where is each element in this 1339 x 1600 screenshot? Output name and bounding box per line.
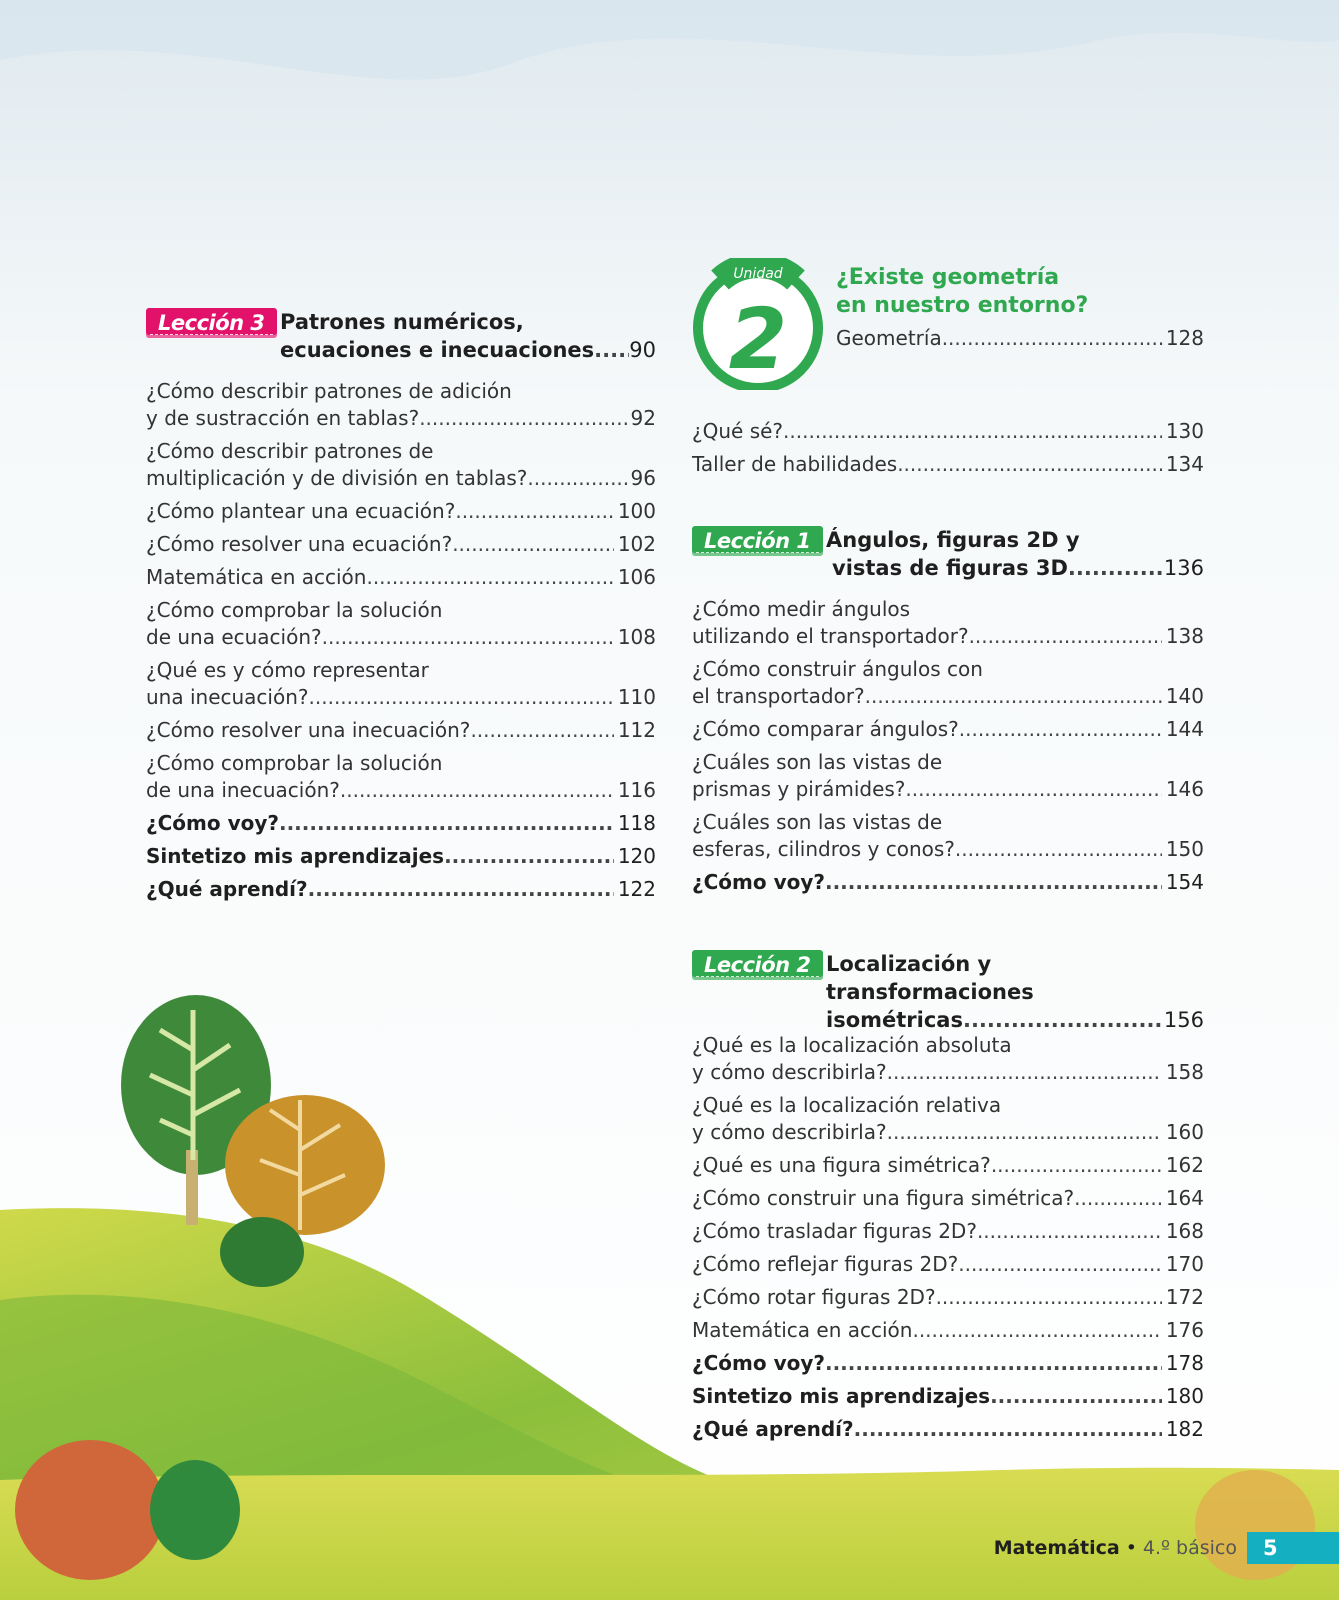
leader-dots — [990, 1383, 1162, 1410]
toc-entry-page: 158 — [1165, 1060, 1204, 1084]
toc-entry-text: Matemática en acción — [146, 565, 367, 589]
lesson-3-entries — [146, 378, 656, 903]
toc-entry-text: esferas, cilindros y conos? — [692, 837, 955, 861]
toc-entry[interactable] — [146, 876, 656, 903]
leader-dots — [958, 1251, 1162, 1278]
leader-dots — [594, 336, 629, 364]
toc-entry-line1: ¿Cómo comprobar la solución — [146, 751, 443, 775]
toc-entry[interactable] — [146, 438, 656, 492]
toc-entry-text: Matemática en acción — [692, 1318, 913, 1342]
unit-2-question — [836, 264, 1088, 320]
toc-entry[interactable] — [146, 498, 656, 525]
lesson-2-page: 156 — [1163, 1008, 1204, 1032]
toc-entry-page: 138 — [1165, 624, 1204, 648]
toc-entry[interactable] — [146, 564, 656, 591]
toc-entry[interactable] — [692, 1218, 1204, 1245]
toc-entry-line1: ¿Cómo describir patrones de adición — [146, 379, 512, 403]
footer-subject: Matemática — [993, 1537, 1120, 1559]
unit-2-emblem — [692, 258, 824, 390]
toc-entry-line1: ¿Cómo construir ángulos con — [692, 657, 983, 681]
toc-entry-page: 182 — [1165, 1417, 1204, 1441]
leader-dots — [991, 1152, 1162, 1179]
toc-entry-text: ¿Cómo voy? — [692, 1351, 825, 1375]
toc-entry-page: 168 — [1165, 1219, 1204, 1243]
leader-dots — [1068, 554, 1164, 582]
toc-entry-text: ¿Qué sé? — [692, 419, 784, 443]
leader-dots — [527, 465, 626, 492]
toc-entry-page: 144 — [1165, 717, 1204, 741]
toc-entry-line1: ¿Cómo describir patrones de — [146, 439, 434, 463]
toc-right-column — [692, 258, 1204, 1449]
lesson-2-header — [692, 942, 1204, 1032]
toc-entry-page: 162 — [1165, 1153, 1204, 1177]
leader-dots — [825, 1350, 1162, 1377]
leader-dots — [897, 451, 1162, 478]
lesson-1-entries — [692, 596, 1204, 896]
lesson-1-header — [692, 518, 1204, 596]
toc-entry-page: 130 — [1165, 419, 1204, 443]
lesson-2-entries — [692, 1032, 1204, 1443]
lesson-1-badge: Lección 1 — [692, 526, 823, 556]
toc-entry-text: Sintetizo mis aprendizajes — [692, 1384, 991, 1408]
unit-number: 2 — [728, 290, 788, 388]
toc-entry[interactable] — [146, 597, 656, 651]
toc-entry[interactable] — [692, 451, 1204, 478]
toc-entry-text: ¿Cómo construir una figura simétrica? — [692, 1186, 1075, 1210]
toc-entry-text: una inecuación? — [146, 685, 309, 709]
toc-entry-text: ¿Cómo resolver una ecuación? — [146, 532, 453, 556]
leader-dots — [309, 684, 614, 711]
toc-entry[interactable] — [692, 418, 1204, 445]
lesson-1-title[interactable] — [826, 526, 1204, 582]
leader-dots — [959, 716, 1162, 743]
toc-entry[interactable] — [146, 657, 656, 711]
toc-entry-line1: ¿Qué es la localización relativa — [692, 1093, 1002, 1117]
toc-entry-text: ¿Cómo comparar ángulos? — [692, 717, 959, 741]
toc-entry-text: ¿Qué aprendí? — [146, 877, 308, 901]
toc-entry[interactable] — [146, 843, 656, 870]
toc-entry-text: ¿Cómo plantear una ecuación? — [146, 499, 456, 523]
toc-entry-text: ¿Cómo rotar figuras 2D? — [692, 1285, 936, 1309]
tree-orange-illustration — [225, 1095, 385, 1235]
toc-entry-text: y cómo describirla? — [692, 1120, 887, 1144]
toc-entry-page: 146 — [1165, 777, 1204, 801]
toc-entry-page: 108 — [617, 625, 656, 649]
leader-dots — [955, 836, 1162, 863]
toc-entry[interactable] — [146, 531, 656, 558]
footer-grade: 4.º básico — [1142, 1537, 1237, 1559]
unit-question-line2: en nuestro entorno? — [836, 293, 1089, 318]
toc-entry[interactable] — [692, 596, 1204, 650]
leader-dots — [322, 624, 614, 651]
toc-entry-page: 134 — [1165, 452, 1204, 476]
toc-entry[interactable] — [146, 717, 656, 744]
leader-dots — [887, 1059, 1162, 1086]
leader-dots — [977, 1218, 1162, 1245]
lesson-2-badge: Lección 2 — [692, 950, 823, 980]
toc-entry[interactable] — [692, 1092, 1204, 1146]
leader-dots — [905, 776, 1161, 803]
leader-dots — [444, 843, 614, 870]
toc-entry[interactable] — [692, 1251, 1204, 1278]
toc-left-column — [146, 300, 656, 909]
leader-dots — [366, 564, 613, 591]
toc-entry-page: 140 — [1165, 684, 1204, 708]
toc-entry[interactable] — [692, 656, 1204, 710]
leader-dots — [470, 717, 613, 744]
toc-entry[interactable] — [692, 1383, 1204, 1410]
toc-entry-text: ¿Cómo reflejar figuras 2D? — [692, 1252, 959, 1276]
toc-entry-page: 172 — [1165, 1285, 1204, 1309]
toc-entry-page: 100 — [617, 499, 656, 523]
toc-entry[interactable] — [692, 869, 1204, 896]
toc-entry-text: prismas y pirámides? — [692, 777, 906, 801]
unit-2-subject-row — [836, 324, 1204, 352]
leader-dots — [279, 810, 614, 837]
toc-entry-line1: ¿Cuáles son las vistas de — [692, 750, 943, 774]
lesson-1-title-line2: vistas de figuras 3D — [832, 556, 1068, 580]
toc-entry-text: ¿Cómo trasladar figuras 2D? — [692, 1219, 977, 1243]
toc-entry-text: Sintetizo mis aprendizajes — [146, 844, 445, 868]
toc-entry-text: multiplicación y de división en tablas? — [146, 466, 528, 490]
toc-entry[interactable] — [692, 1416, 1204, 1443]
toc-entry-page: 118 — [617, 811, 656, 835]
lesson-2-title-line1: Localización y transformaciones — [826, 952, 1034, 1004]
unit-page: 128 — [1165, 326, 1204, 350]
toc-entry[interactable] — [692, 1317, 1204, 1344]
lesson-3-title[interactable] — [280, 308, 656, 364]
toc-entry-page: 120 — [617, 844, 656, 868]
toc-entry[interactable] — [692, 1284, 1204, 1311]
leader-dots — [455, 498, 613, 525]
leader-dots — [887, 1119, 1162, 1146]
toc-entry-text: utilizando el transportador? — [692, 624, 969, 648]
toc-entry-page: 180 — [1165, 1384, 1204, 1408]
lesson-1-title-line1: Ángulos, figuras 2D y — [826, 528, 1080, 552]
toc-entry-line1: ¿Cuáles son las vistas de — [692, 810, 943, 834]
leader-dots — [1074, 1185, 1162, 1212]
unit-subject: Geometría — [836, 326, 942, 350]
toc-entry-text: el transportador? — [692, 684, 865, 708]
leader-dots — [854, 1416, 1162, 1443]
toc-entry-text: de una ecuación? — [146, 625, 322, 649]
toc-entry[interactable] — [146, 810, 656, 837]
toc-entry-page: 176 — [1165, 1318, 1204, 1342]
toc-entry-page: 102 — [617, 532, 656, 556]
toc-entry[interactable] — [692, 1032, 1204, 1086]
toc-entry-page: 164 — [1165, 1186, 1204, 1210]
toc-entry-page: 106 — [617, 565, 656, 589]
toc-entry[interactable] — [692, 716, 1204, 743]
toc-entry-page: 122 — [617, 877, 656, 901]
lesson-2-title-line2: isométricas — [826, 1008, 963, 1032]
footer-page-number: 5 — [1247, 1532, 1339, 1564]
toc-entry-page: 160 — [1165, 1120, 1204, 1144]
toc-entry-line1: ¿Cómo medir ángulos — [692, 597, 911, 621]
toc-entry[interactable] — [692, 749, 1204, 803]
toc-entry-page: 170 — [1165, 1252, 1204, 1276]
leader-dots — [936, 1284, 1162, 1311]
toc-entry-page: 116 — [617, 778, 656, 802]
toc-entry-page: 110 — [617, 685, 656, 709]
lesson-3-badge: Lección 3 — [146, 308, 277, 338]
lesson-1-page: 136 — [1163, 556, 1204, 580]
toc-entry-line1: ¿Qué es la localización absoluta — [692, 1033, 1012, 1057]
toc-entry-text: de una inecuación? — [146, 778, 340, 802]
toc-entry[interactable] — [692, 1350, 1204, 1377]
toc-entry-line1: ¿Qué es y cómo representar — [146, 658, 429, 682]
leader-dots — [825, 869, 1162, 896]
leader-dots — [340, 777, 614, 804]
page-footer — [994, 1532, 1339, 1564]
toc-entry-page: 178 — [1165, 1351, 1204, 1375]
toc-entry-line1: ¿Cómo comprobar la solución — [146, 598, 443, 622]
toc-entry-text: ¿Qué aprendí? — [692, 1417, 854, 1441]
lesson-2-title[interactable] — [826, 950, 1204, 1034]
unit-2-header[interactable] — [692, 258, 1204, 418]
leader-dots — [452, 531, 614, 558]
leader-dots — [942, 324, 1166, 352]
toc-entry[interactable] — [692, 1185, 1204, 1212]
leader-dots — [865, 683, 1162, 710]
toc-entry-page: 112 — [617, 718, 656, 742]
leader-dots — [963, 1006, 1164, 1034]
toc-entry-text: y de sustracción en tablas? — [146, 406, 420, 430]
toc-entry-text: ¿Cómo voy? — [146, 811, 279, 835]
lesson-3-title-line2: ecuaciones e inecuaciones — [280, 338, 595, 362]
toc-entry[interactable] — [692, 809, 1204, 863]
toc-entry-text: ¿Qué es una figura simétrica? — [692, 1153, 991, 1177]
toc-entry-page: 96 — [630, 466, 656, 490]
toc-entry-page: 92 — [630, 406, 656, 430]
lesson-3-header — [146, 300, 656, 378]
leader-dots — [912, 1317, 1161, 1344]
lesson-3-title-line1: Patrones numéricos, — [280, 310, 524, 334]
toc-entry[interactable] — [692, 1152, 1204, 1179]
unit-question-line1: ¿Existe geometría — [836, 265, 1060, 290]
toc-entry[interactable] — [146, 750, 656, 804]
footer-bullet: • — [1125, 1537, 1137, 1559]
toc-entry-text: y cómo describirla? — [692, 1060, 887, 1084]
toc-entry[interactable] — [146, 378, 656, 432]
toc-entry-text: ¿Cómo voy? — [692, 870, 825, 894]
leader-dots — [969, 623, 1162, 650]
unit-label: Unidad — [733, 266, 783, 282]
leader-dots — [308, 876, 614, 903]
toc-entry-text: Taller de habilidades — [692, 452, 898, 476]
toc-entry-text: ¿Cómo resolver una inecuación? — [146, 718, 471, 742]
toc-entry-page: 150 — [1165, 837, 1204, 861]
unit-2-entries — [692, 418, 1204, 478]
leader-dots — [783, 418, 1162, 445]
leader-dots — [419, 405, 626, 432]
toc-entry-page: 154 — [1165, 870, 1204, 894]
lesson-3-page: 90 — [629, 338, 656, 362]
